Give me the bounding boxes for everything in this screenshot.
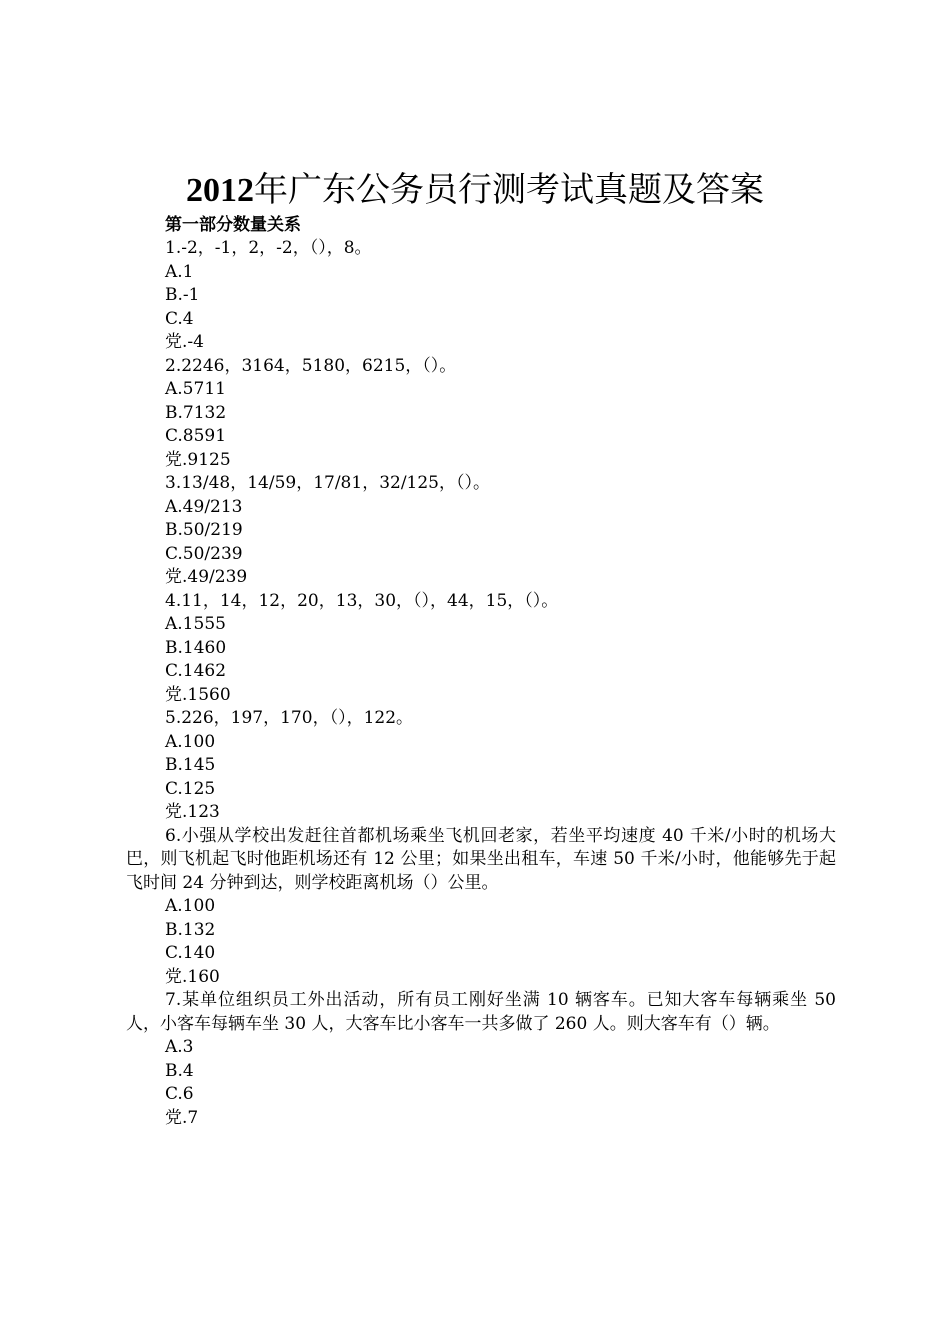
option-a: A.49/213 xyxy=(165,496,243,517)
option-d: 党.49/239 xyxy=(165,567,248,587)
option-c: C.8591 xyxy=(165,426,227,446)
question-stem: 2.2246，3164，5180，6215，（）。 xyxy=(165,355,457,376)
option-b: B.-1 xyxy=(165,285,200,305)
option-d: 党.123 xyxy=(165,802,220,822)
option-b: B.4 xyxy=(165,1060,194,1081)
option-b: B.145 xyxy=(165,755,216,775)
option-b: B.132 xyxy=(165,919,216,940)
question-stem: 6.小强从学校出发赶往首都机场乘坐飞机回老家，若坐平均速度 40 千米/小时的机场大巴，则飞机起飞时他距机场还有 12 公里；如果坐出租车，车速 50 千米/小时，他能够先于起飞时间 24 分钟到达，则学校距离机场（）公里。 xyxy=(126,825,836,893)
option-c: C.1462 xyxy=(165,661,227,681)
option-d: 党.1560 xyxy=(165,684,231,705)
option-b: B.7132 xyxy=(165,402,227,423)
question-list xyxy=(126,237,836,1130)
option-a: A.5711 xyxy=(165,379,226,399)
option-b: B.1460 xyxy=(165,637,227,658)
question-stem: 5.226，197，170，（），122。 xyxy=(165,708,414,728)
option-d: 党.-4 xyxy=(165,332,204,352)
option-a: A.1 xyxy=(165,261,194,282)
option-a: A.100 xyxy=(165,896,216,916)
option-a: A.100 xyxy=(165,731,216,752)
option-c: C.6 xyxy=(165,1084,194,1104)
title-text: 年广东公务员行测考试真题及答案 xyxy=(254,170,764,210)
option-d: 党.9125 xyxy=(165,449,231,470)
page-title xyxy=(0,168,950,213)
title-year: 2012 xyxy=(186,172,254,209)
option-b: B.50/219 xyxy=(165,520,243,540)
option-a: A.3 xyxy=(165,1037,194,1057)
question-stem: 1.-2，-1，2，-2，（），8。 xyxy=(165,238,372,258)
question-stem: 4.11，14，12，20，13，30，（），44，15，（）。 xyxy=(165,590,559,611)
question-stem: 3.13/48，14/59，17/81，32/125，（）。 xyxy=(165,473,491,493)
option-a: A.1555 xyxy=(165,614,226,634)
option-c: C.4 xyxy=(165,308,194,329)
section-heading: 第一部分数量关系 xyxy=(165,215,301,235)
option-c: C.125 xyxy=(165,778,216,799)
option-d: 党.7 xyxy=(165,1107,199,1128)
option-d: 党.160 xyxy=(165,966,220,987)
option-c: C.50/239 xyxy=(165,543,243,564)
question-stem: 7.某单位组织员工外出活动，所有员工刚好坐满 10 辆客车。已知大客车每辆乘坐 50 人，小客车每辆车坐 30 人，大客车比小客车一共多做了 260 人。则大客车有（）辆。 xyxy=(126,990,836,1034)
option-c: C.140 xyxy=(165,943,216,963)
